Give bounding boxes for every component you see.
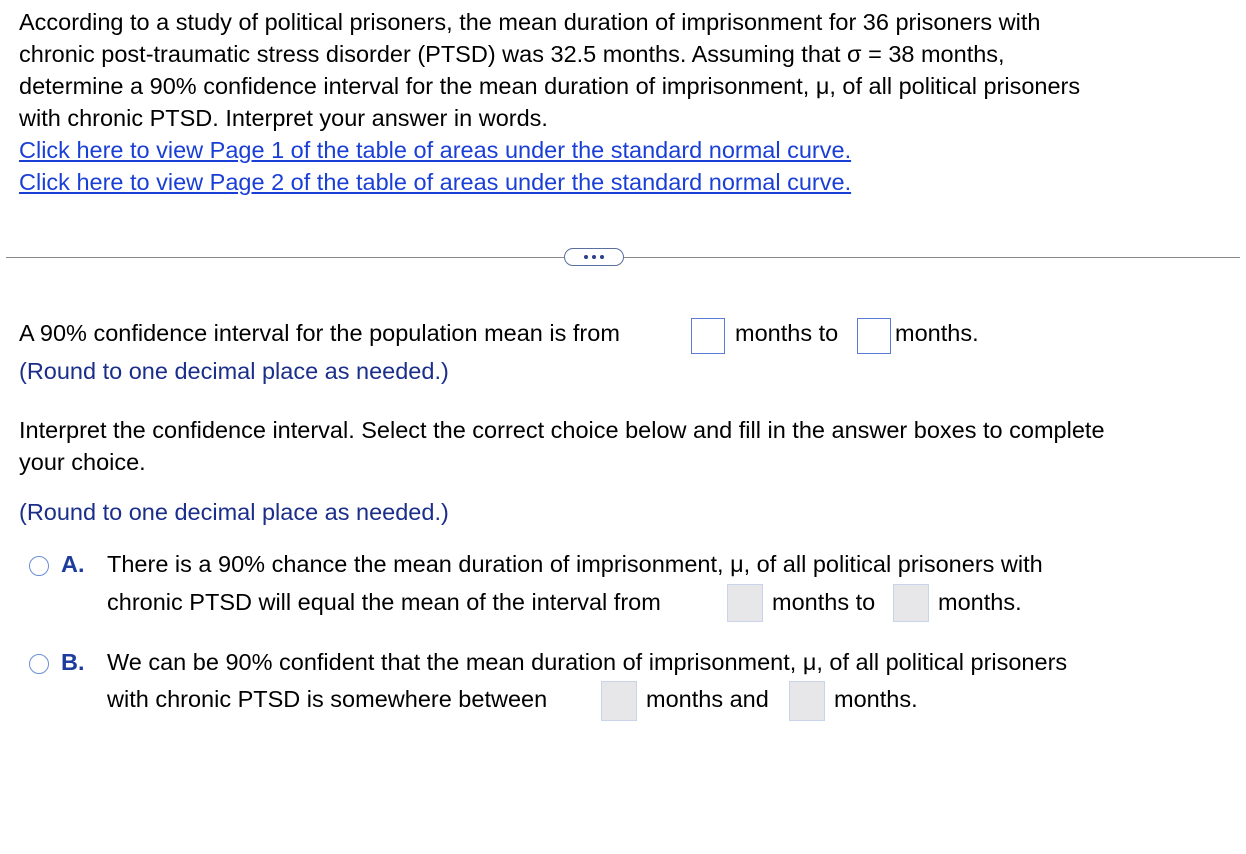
interval-middle: months to <box>735 320 839 346</box>
choice-b-text: with chronic PTSD is somewhere between <box>107 686 548 712</box>
choice-b-upper-input[interactable] <box>789 681 825 721</box>
choice-b-lower-input[interactable] <box>601 681 637 721</box>
question-line: with chronic PTSD. Interpret your answer in words. <box>19 105 548 131</box>
choice-a-text: There is a 90% chance the mean duration of imprisonment, μ, of all political prisoners with <box>107 551 1043 577</box>
dot-icon <box>584 255 588 259</box>
interpret-prompt-line: Interpret the confidence interval. Select the correct choice below and fill in the answer boxes to complete <box>19 417 1105 443</box>
question-line: determine a 90% confidence interval for the mean duration of imprisonment, μ, of all political prisoners <box>19 73 1081 99</box>
rounding-hint: (Round to one decimal place as needed.) <box>19 358 449 384</box>
lower-bound-input[interactable] <box>691 318 725 354</box>
choice-a-upper-input[interactable] <box>893 584 929 622</box>
divider <box>6 257 564 258</box>
choice-a-lower-input[interactable] <box>727 584 763 622</box>
choice-b-text: months and <box>646 686 769 712</box>
divider <box>624 257 1240 258</box>
choice-b-letter: B. <box>61 649 85 675</box>
dot-icon <box>592 255 596 259</box>
rounding-hint: (Round to one decimal place as needed.) <box>19 499 449 525</box>
choice-b-radio[interactable] <box>29 654 49 674</box>
question-line: According to a study of political prisoners, the mean duration of imprisonment for 36 prisoners with <box>19 9 1041 35</box>
interpret-prompt-line: your choice. <box>19 449 146 475</box>
table-page-1-link[interactable]: Click here to view Page 1 of the table of areas under the standard normal curve. <box>19 137 852 163</box>
choice-a-text: months. <box>938 589 1022 615</box>
table-page-2-link[interactable]: Click here to view Page 2 of the table of areas under the standard normal curve. <box>19 169 852 195</box>
choice-a-text: months to <box>772 589 876 615</box>
choice-a-radio[interactable] <box>29 556 49 576</box>
choice-a-text: chronic PTSD will equal the mean of the interval from <box>107 589 661 615</box>
interval-suffix: months. <box>895 320 979 346</box>
dot-icon <box>600 255 604 259</box>
upper-bound-input[interactable] <box>857 318 891 354</box>
question-line: chronic post-traumatic stress disorder (PTSD) was 32.5 months. Assuming that σ = 38 months, <box>19 41 1005 67</box>
interval-prefix: A 90% confidence interval for the population mean is from <box>19 320 620 346</box>
choice-a-letter: A. <box>61 551 85 577</box>
choice-b-text: We can be 90% confident that the mean duration of imprisonment, μ, of all political prisoners <box>107 649 1068 675</box>
choice-b-text: months. <box>834 686 918 712</box>
show-more-button[interactable] <box>564 248 624 266</box>
